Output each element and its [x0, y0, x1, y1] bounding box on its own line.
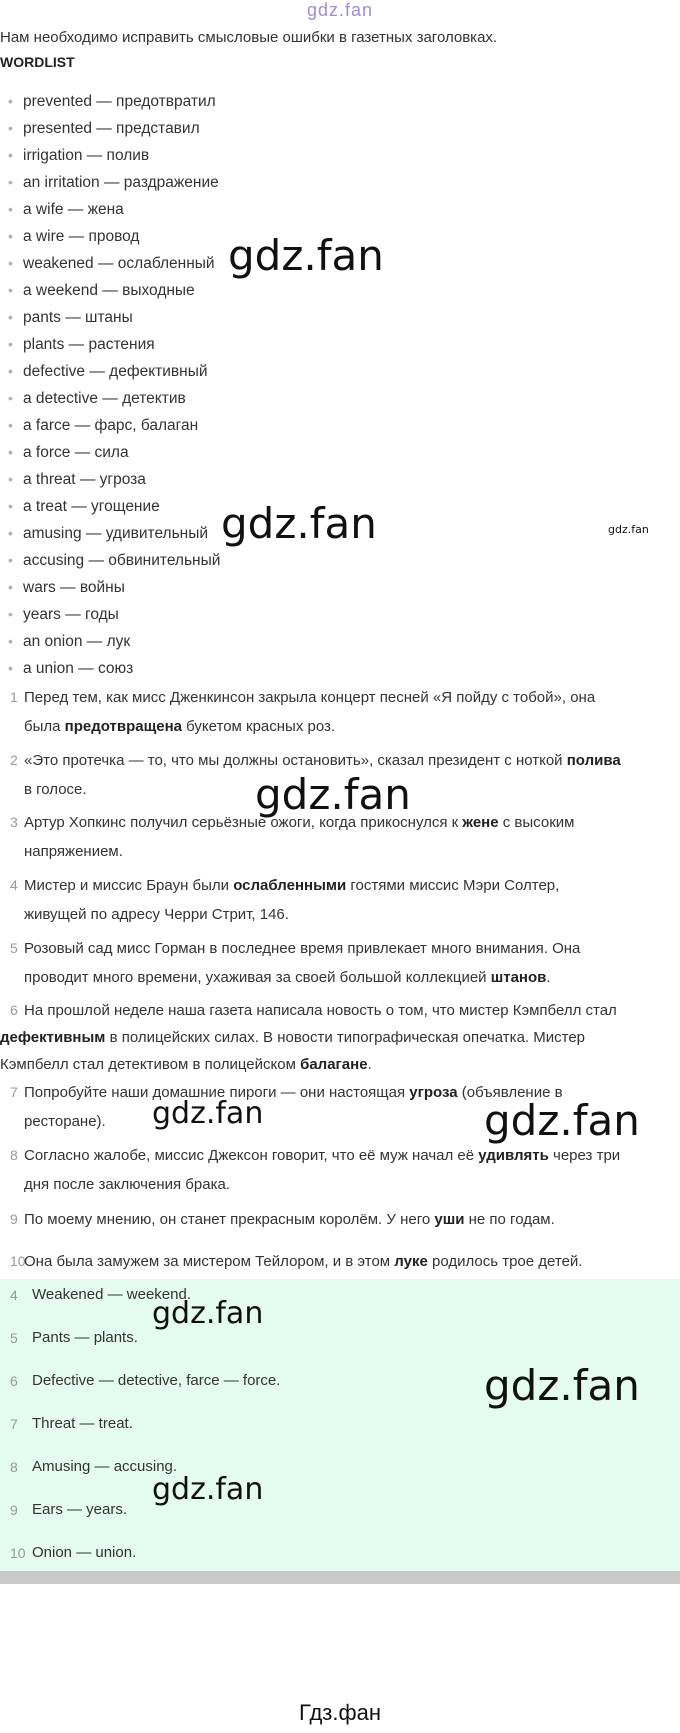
bullet-icon: •	[8, 201, 13, 217]
answer-row	[0, 1284, 680, 1306]
list-item	[8, 628, 220, 655]
text-fragment: через три	[548, 1147, 621, 1164]
text-fragment: дня после заключения брака.	[24, 1176, 230, 1193]
wordlist-entry: a wife — жена	[23, 201, 124, 218]
highlighted-word: удивлять	[478, 1147, 549, 1164]
answer-number: 6	[10, 1373, 18, 1389]
answer-number: 7	[10, 1416, 18, 1432]
text-fragment: в полицейских силах. В новости типографическая опечатка. Мистер	[105, 1029, 586, 1046]
highlighted-word: предотвращена	[64, 718, 182, 735]
text-fragment: (объявление в	[457, 1084, 563, 1101]
wordlist-entry: a detective — детектив	[23, 390, 186, 407]
text-fragment: Мистер и миссис Браун были	[24, 877, 234, 894]
list-item	[8, 331, 220, 358]
intro-text: Нам необходимо исправить смысловые ошибки в газетных заголовках.	[0, 29, 498, 46]
list-item	[8, 277, 220, 304]
text-fragment: «Это протечка — то, что мы должны остановить», сказал президент с ноткой	[24, 752, 567, 769]
text-fragment: не по годам.	[464, 1211, 555, 1228]
item-number: 3	[10, 814, 18, 830]
highlighted-word: жене	[462, 814, 499, 831]
list-item	[8, 466, 220, 493]
answer-row	[0, 1542, 680, 1564]
item-number: 9	[10, 1211, 18, 1227]
text-fragment: живущей по адресу Черри Стрит, 146.	[24, 906, 289, 923]
answer-row	[0, 1413, 680, 1435]
bullet-icon: •	[8, 660, 13, 676]
wordlist-entry: a farce — фарс, балаган	[23, 417, 199, 434]
answer-text: Amusing — accusing.	[32, 1458, 178, 1475]
watermark: gdz.fan	[484, 1096, 640, 1145]
wordlist-entry: irrigation — полив	[23, 147, 150, 164]
wordlist-entry: a threat — угроза	[23, 471, 146, 488]
bullet-icon: •	[8, 633, 13, 649]
item-number: 10	[10, 1253, 26, 1269]
answer-number: 4	[10, 1287, 18, 1303]
wordlist-entry: a union — союз	[23, 660, 134, 677]
item-number: 4	[10, 877, 18, 893]
text-fragment: ресторане).	[24, 1113, 106, 1130]
answer-number: 9	[10, 1502, 18, 1518]
text-fragment: напряжением.	[24, 843, 123, 860]
text-fragment: Попробуйте наши домашние пироги — они настоящая	[24, 1084, 410, 1101]
item-text-continued	[0, 1024, 680, 1078]
wordlist-entry: amusing — удивительный	[23, 525, 209, 542]
bullet-icon: •	[8, 120, 13, 136]
bullet-icon: •	[8, 363, 13, 379]
text-fragment: гостями миссис Мэри Солтер,	[346, 877, 560, 894]
wordlist-entry: defective — дефективный	[23, 363, 208, 380]
text-fragment: Она была замужем за мистером Тейлором, и в этом	[24, 1253, 395, 1270]
wordlist-entry: an irritation — раздражение	[23, 174, 219, 191]
list-item	[8, 88, 220, 115]
divider-bar	[0, 1571, 680, 1584]
bullet-icon: •	[8, 93, 13, 109]
watermark: gdz.fan	[608, 523, 649, 536]
list-item	[8, 385, 220, 412]
bullet-icon: •	[8, 471, 13, 487]
list-item	[8, 439, 220, 466]
bullet-icon: •	[8, 390, 13, 406]
wordlist-entry: weakened — ослабленный	[23, 255, 215, 272]
text-fragment: Артур Хопкинс получил серьёзные ожоги, когда прикоснулся к	[24, 814, 463, 831]
item-text	[24, 1247, 679, 1276]
bullet-icon: •	[8, 444, 13, 460]
list-item	[8, 547, 220, 574]
text-fragment: На прошлой неделе наша газета написала новость о том, что мистер Кэмпбелл стал	[24, 1002, 617, 1019]
list-item	[8, 655, 220, 682]
item-text	[24, 871, 679, 929]
text-fragment: .	[367, 1056, 372, 1073]
watermark: gdz.fan	[228, 231, 384, 280]
highlighted-word: дефективным	[0, 1029, 106, 1046]
watermark: gdz.fan	[255, 770, 411, 819]
text-fragment: с высоким	[498, 814, 575, 831]
answer-text: Onion — union.	[32, 1544, 137, 1561]
wordlist-entry: a treat — угощение	[23, 498, 160, 515]
text-fragment: была	[24, 718, 65, 735]
text-fragment: проводит много времени, ухаживая за своей большой коллекцией	[24, 969, 491, 986]
footer-watermark: Гдз.фан	[299, 1700, 381, 1725]
answer-row	[0, 1327, 680, 1349]
bullet-icon: •	[8, 579, 13, 595]
answer-text: Ears — years.	[32, 1501, 128, 1518]
list-item	[8, 520, 220, 547]
bullet-icon: •	[8, 255, 13, 271]
watermark: gdz.fan	[484, 1361, 640, 1410]
list-item	[8, 412, 220, 439]
answer-row	[0, 1456, 680, 1478]
wordlist-entry: a wire — провод	[23, 228, 140, 245]
highlighted-word: штанов	[490, 969, 547, 986]
wordlist-entry: a weekend — выходные	[23, 282, 195, 299]
text-fragment: в голосе.	[24, 781, 87, 798]
wordlist	[8, 88, 220, 682]
item-number: 1	[10, 689, 18, 705]
item-number: 7	[10, 1084, 18, 1100]
answer-text: Weakened — weekend.	[32, 1286, 191, 1303]
highlighted-word: полива	[566, 752, 621, 769]
list-item	[8, 196, 220, 223]
text-fragment: Перед тем, как мисс Дженкинсон закрыла концерт песней «Я пойду с тобой», она	[24, 689, 596, 706]
list-item	[8, 223, 220, 250]
watermark: gdz.fan	[152, 1472, 264, 1507]
list-item	[8, 358, 220, 385]
answer-number: 5	[10, 1330, 18, 1346]
text-fragment: родилось трое детей.	[427, 1253, 583, 1270]
item-number: 5	[10, 940, 18, 956]
text-fragment: букетом красных роз.	[182, 718, 336, 735]
answer-text: Threat — treat.	[32, 1415, 133, 1432]
wordlist-entry: plants — растения	[23, 336, 155, 353]
bullet-icon: •	[8, 525, 13, 541]
wordlist-entry: a force — сила	[23, 444, 129, 461]
wordlist-entry: pants — штаны	[23, 309, 133, 326]
highlighted-word: луке	[394, 1253, 428, 1270]
item-number: 2	[10, 752, 18, 768]
bullet-icon: •	[8, 282, 13, 298]
wordlist-entry: an onion — лук	[23, 633, 131, 650]
watermark: gdz.fan	[221, 499, 377, 548]
bullet-icon: •	[8, 147, 13, 163]
list-item	[8, 169, 220, 196]
text-fragment: По моему мнению, он станет прекрасным королём. У него	[24, 1211, 435, 1228]
bullet-icon: •	[8, 174, 13, 190]
list-item	[8, 493, 220, 520]
answers-panel	[0, 1279, 680, 1571]
answer-text: Defective — detective, farce — force.	[32, 1372, 281, 1389]
item-text	[24, 997, 679, 1024]
site-logo[interactable]: gdz.fan	[306, 0, 374, 20]
list-item	[8, 601, 220, 628]
bullet-icon: •	[8, 309, 13, 325]
wordlist-entry: accusing — обвинительный	[23, 552, 221, 569]
item-text	[24, 1141, 679, 1199]
list-item	[8, 142, 220, 169]
wordlist-entry: prevented — предотвратил	[23, 93, 216, 110]
bullet-icon: •	[8, 228, 13, 244]
wordlist-entry: presented — представил	[23, 120, 200, 137]
item-number: 6	[10, 1002, 18, 1018]
list-item	[8, 574, 220, 601]
wordlist-entry: years — годы	[23, 606, 119, 623]
watermark: gdz.fan	[152, 1096, 264, 1131]
answer-row	[0, 1499, 680, 1521]
bullet-icon: •	[8, 336, 13, 352]
highlighted-word: балагане	[300, 1056, 368, 1073]
item-number: 8	[10, 1147, 18, 1163]
text-fragment: Розовый сад мисс Горман в последнее время привлекает много внимания. Она	[24, 940, 581, 957]
item-text	[24, 1205, 679, 1234]
answer-text: Pants — plants.	[32, 1329, 138, 1346]
wordlist-entry: wars — войны	[23, 579, 125, 596]
highlighted-word: ослабленными	[233, 877, 347, 894]
text-fragment: Согласно жалобе, миссис Джексон говорит, что её муж начал её	[24, 1147, 479, 1164]
watermark: gdz.fan	[152, 1296, 264, 1331]
list-item	[8, 250, 220, 277]
highlighted-word: угроза	[409, 1084, 458, 1101]
answer-number: 8	[10, 1459, 18, 1475]
bullet-icon: •	[8, 552, 13, 568]
answer-number: 10	[10, 1545, 26, 1561]
highlighted-word: уши	[434, 1211, 465, 1228]
bullet-icon: •	[8, 417, 13, 433]
list-item	[8, 304, 220, 331]
item-text	[24, 934, 679, 992]
wordlist-heading: WORDLIST	[0, 54, 75, 70]
text-fragment: .	[546, 969, 551, 986]
bullet-icon: •	[8, 606, 13, 622]
list-item	[8, 115, 220, 142]
bullet-icon: •	[8, 498, 13, 514]
text-fragment: Кэмпбелл стал детективом в полицейском	[0, 1056, 301, 1073]
item-text	[24, 683, 679, 741]
